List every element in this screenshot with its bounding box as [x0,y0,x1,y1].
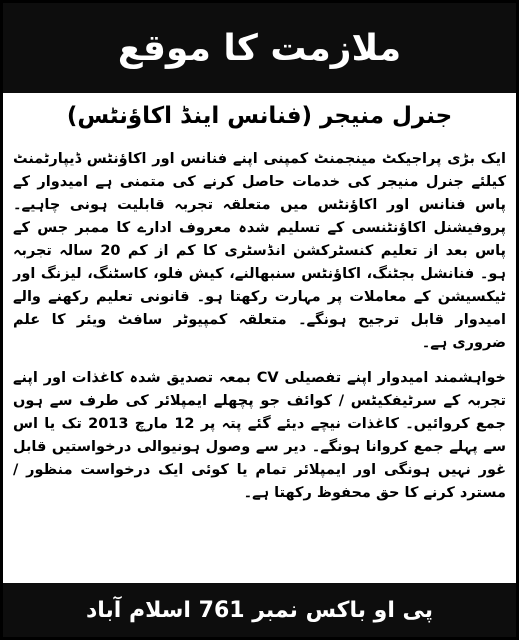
header-title: ملازمت کا موقع [117,27,402,69]
contact-address: پی او باکس نمبر 761 اسلام آباد [85,597,434,623]
ad-body [13,148,506,517]
description-paragraph: ایک بڑی پراجیکٹ مینجمنٹ کمپنی اپنے فنانس اور اکاؤنٹس ڈیپارٹمنٹ کیلئے جنرل منیجر کی خدمات حاصل کرنے کی متمنی ہے امیدوار کے پاس فنانس اور اکاؤنٹس میں متعلقہ تجربہ قابلیت ہونی چاہیے۔ پروفیشنل اکاؤنٹنسی کے تسلیم شدہ معروف ادارے کا ممبر جس کے پاس بعد از تعلیم کنسٹرکشن انڈسٹری کا کم از کم 20 سالہ تجربہ ہو۔ فنانشل بجٹنگ، اکاؤنٹس سنبھالنے، کیش فلو، کاسٹنگ، لیزنگ اور ٹیکسیشن کے معاملات پر مہارت رکھتا ہو۔ قانونی تعلیم رکھنے والے امیدوار قابل ترجیح ہونگے۔ متعلقہ کمپیوٹر سافٹ ویئر کا علم ضروری ہے۔ [13,151,506,351]
position-title: جنرل منیجر (فنانس اینڈ اکاؤنٹس) [66,103,453,129]
header-banner [3,3,516,93]
application-paragraph: خواہشمند امیدوار اپنے تفصیلی CV بمعہ تصدیق شدہ کاغذات اور اپنے تجربہ کے سرٹیفکیٹس / کوائف جو پچھلے ایمپلائر کی طرف سے ہوں جمع کروائیں۔ کاغذات نیچے دیئے گئے پتہ پر 12 مارچ 2013 تک یا اس سے پہلے جمع کروانا ہونگے۔ دیر سے وصول ہونیوالی درخواستیں قابل غور نہیں ہونگی اور ایمپلائر تمام یا کوئی ایک درخواست منظور / مسترد کرنے کا حق محفوظ رکھتا ہے۔ [13,370,506,501]
footer-banner [3,583,516,637]
